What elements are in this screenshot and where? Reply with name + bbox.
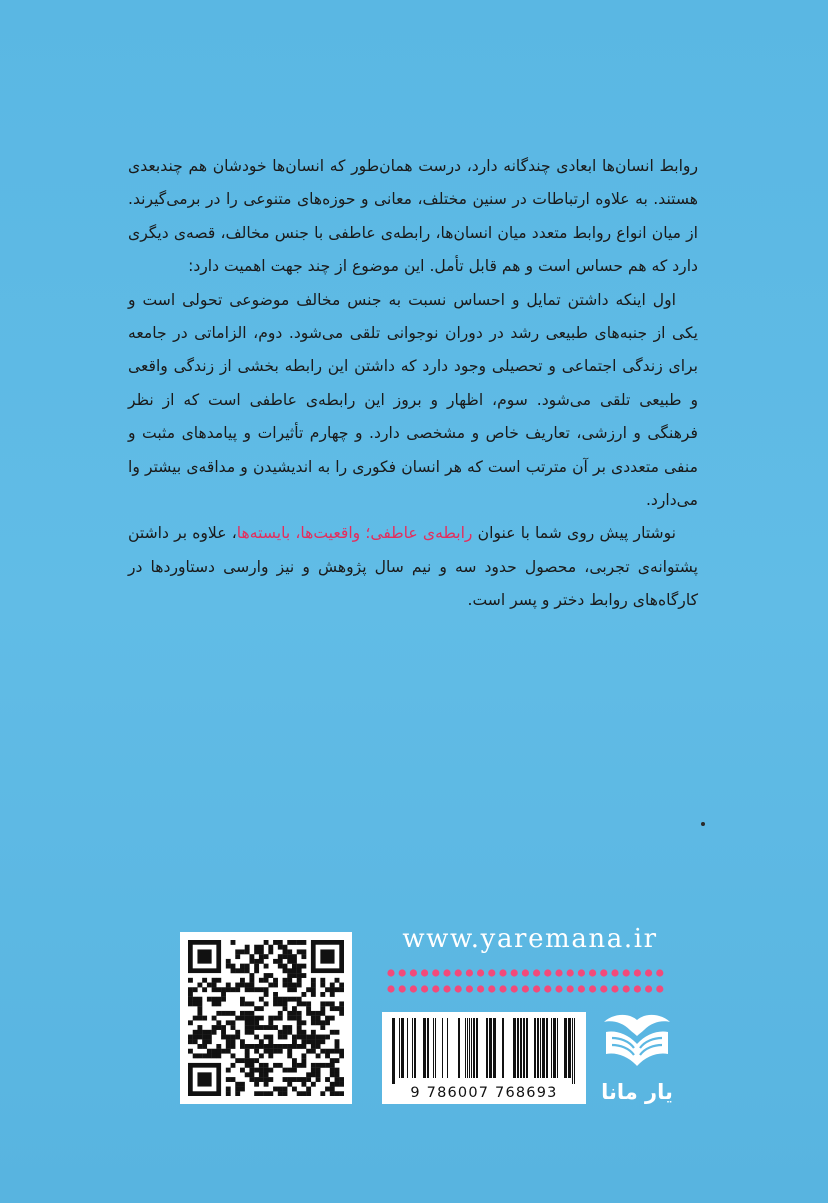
decorative-dot [387,985,394,992]
decorative-dot [387,969,394,976]
decorative-dot [589,985,596,992]
decorative-dot [623,969,630,976]
decorative-dot [499,969,506,976]
decorative-dot [600,985,607,992]
decorative-dot [432,985,439,992]
decorative-dot [533,969,540,976]
decorative-dot [555,985,562,992]
decorative-dot [634,969,641,976]
publisher-name: یار مانا [601,1080,673,1104]
decorative-dot [656,985,663,992]
decorative-dot [589,969,596,976]
decorative-dot [645,985,652,992]
decorative-dot [600,969,607,976]
decorative-dot [455,969,462,976]
decorative-dot [645,969,652,976]
decorative-dot [533,985,540,992]
decorative-dot [544,969,551,976]
decorative-dot [410,969,417,976]
decorative-dot [555,969,562,976]
decorative-dot [466,985,473,992]
decorative-dot-rows [386,965,666,997]
decorative-dot [399,985,406,992]
publisher-logo [598,1010,676,1104]
decorative-dot [567,985,574,992]
decorative-dot [578,969,585,976]
decorative-dot [477,985,484,992]
decorative-dot [544,985,551,992]
qr-finder-pattern [197,949,211,963]
qr-finder-pattern [320,949,334,963]
decorative-dot [656,969,663,976]
decorative-dot [499,985,506,992]
decorative-dot [511,985,518,992]
decorative-dot [421,969,428,976]
decorative-dot [611,985,618,992]
decorative-dot [611,969,618,976]
blurb-p3-before: نوشتار پیش روی شما با عنوان [472,524,677,543]
blurb-p3-after: ، علاوه بر داشتن پشتوانه‌ی تجربی، محصول حدود سه و نیم سال پژوهش و نیز وارسی دستاوردها در کارگاه‌های روابط دختر و پسر است. [128,524,698,610]
decorative-dot [432,969,439,976]
qr-code-graphic [188,940,344,1096]
decorative-dot [466,969,473,976]
blurb-paragraph-1: روابط انسان‌ها ابعادی چندگانه دارد، درست همان‌طور که انسان‌ها خودشان هم چندبعدی هستند. به علاوه ارتباطات در سنین مختلف، معانی و حوزه‌های متنوعی را در برمی‌گیرند. از میان انواع روابط متعدد میان انسان‌ها، رابطه‌ی عاطفی با جنس مخالف، قصه‌ی دیگری دارد که هم حساس است و هم قابل تأمل. این موضوع از چند جهت اهمیت دارد: [128,157,698,276]
decorative-dot [455,985,462,992]
decorative-dot [443,985,450,992]
barcode-bars [390,1018,578,1084]
qr-code-icon [180,932,352,1104]
blurb-paragraph-2: اول اینکه داشتن تمایل و احساس نسبت به جنس مخالف موضوعی تحولی است و یکی از جنبه‌های طبیعی رشد در دوران نوجوانی تلقی می‌شود. دوم، الزاماتی در جامعه برای زندگی اجتماعی و تحصیلی وجود دارد که داشتن این رابطه بخشی از زندگی واقعی و طبیعی تلقی می‌شود. سوم، اظهار و بروز این رابطه‌ی عاطفی است که از نظر فرهنگی و ارزشی، تعاریف خاص و مشخصی دارد. و چهارم تأثیرات و پیامدهای مثبت و منفی متعددی بر آن مترتب است که هر انسان فکوری را به اندیشیدن و مداقه‌ی بیشتر وا می‌دارد. [128,290,698,510]
decorative-dot [443,969,450,976]
decorative-dot [421,985,428,992]
decorative-dot [522,985,529,992]
qr-finder-pattern [197,1072,211,1086]
decorative-dot [511,969,518,976]
decorative-dot [567,969,574,976]
decorative-dot [410,985,417,992]
decorative-dot [477,969,484,976]
decorative-dot [522,969,529,976]
decorative-dot [488,985,495,992]
back-cover-blurb [128,150,698,618]
book-wings-logo-icon [598,1010,676,1076]
decorative-dot [488,969,495,976]
blurb-paragraph-3 [128,517,698,617]
decorative-dot [623,985,630,992]
decorative-dot [634,985,641,992]
isbn-barcode-icon [382,1012,586,1104]
decorative-dot [399,969,406,976]
decorative-dot [578,985,585,992]
isbn-number: 9 786007 768693 [410,1085,558,1101]
book-title-highlight: رابطه‌ی عاطفی؛ واقعیت‌ها، بایسته‌ها [236,524,473,543]
small-dot-mark [701,822,705,826]
publisher-website: www.yaremana.ir [402,924,658,954]
